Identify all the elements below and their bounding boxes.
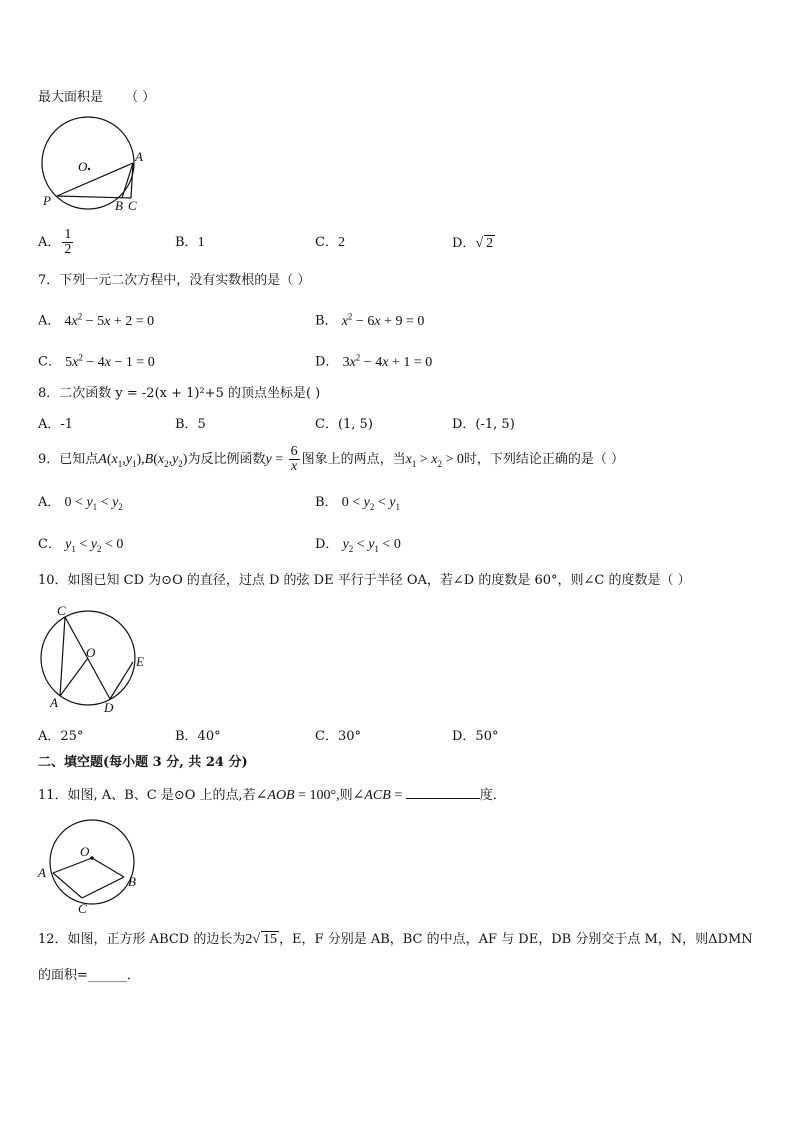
q6-stem-text: 最大面积是	[38, 90, 104, 105]
q7-option-c-equation: $5x^2 - 4x - 1 = 0$	[65, 352, 155, 370]
q12-radicand: 15	[263, 932, 278, 947]
q7-option-a	[38, 308, 154, 330]
q7-option-c-label: C．	[38, 354, 61, 370]
q9-option-c-expr: $y_1 < y_2 < 0$	[65, 537, 124, 554]
q11-figure	[38, 818, 148, 918]
q6-option-a-num: 1	[64, 227, 72, 242]
q11-stem-mid: 则	[339, 788, 353, 803]
q9-option-c-label: C．	[38, 537, 61, 552]
q9-frac-den: x	[291, 459, 298, 474]
q9-condition: $x_1 > x_2 > 0$	[405, 452, 464, 469]
q7-option-c	[38, 349, 155, 371]
q11-angle-aob: ∠AOB = 100°,	[255, 788, 340, 803]
q8-option-b: B．5	[175, 417, 206, 432]
q11-center-dot	[90, 856, 94, 860]
q11-label-c: C	[78, 901, 87, 916]
q6-option-d	[452, 235, 495, 252]
q8-option-a: A．-1	[38, 417, 74, 432]
q6-label-p: P	[43, 193, 51, 208]
q6-option-a	[38, 226, 75, 260]
q10-option-d: D．50°	[452, 729, 499, 744]
q12-line-1-pre: 12．如图，正方形 ABCD 的边长为	[38, 932, 246, 947]
q7-option-d-label: D．	[315, 354, 339, 370]
q8-option-c: C．(1, 5)	[315, 417, 373, 432]
q9-function: y =	[265, 452, 287, 467]
q7-option-b	[315, 308, 424, 330]
q6-center-dot	[88, 168, 90, 170]
q9-stem	[38, 440, 624, 484]
q7-option-d	[315, 349, 432, 371]
q10-option-b: B．40°	[175, 729, 221, 744]
q11-circle	[50, 820, 134, 904]
q10-label-e: E	[136, 654, 144, 669]
q8-option-d: D．(-1, 5)	[452, 417, 515, 432]
q6-option-d-radicand: 2	[486, 236, 494, 251]
q10-label-o: O	[86, 645, 96, 660]
q8-stem: 8．二次函数 y = -2(x + 1)²+5 的顶点坐标是( )	[38, 386, 321, 401]
q11-stem-post: 度．	[479, 788, 506, 803]
q10-option-c: C．30°	[315, 729, 361, 744]
q12-line-1-post: ，E，F 分别是 AB，BC 的中点，AF 与 DE，DB 分别交于点 M，N，则ΔDMN	[279, 932, 753, 947]
q9-option-d-label: D．	[315, 537, 339, 552]
q6-option-a-den: 2	[64, 242, 72, 257]
q6-option-d-label: D．	[452, 236, 476, 251]
q9-stem-pre: 9．已知点	[38, 452, 99, 467]
q9-stem-mid1: 为反比例函数	[187, 452, 266, 467]
q6-stem	[38, 90, 155, 106]
q6-label-o: O	[78, 159, 88, 174]
q7-option-d-equation: $3x^2 - 4x + 1 = 0$	[342, 352, 433, 370]
q11-blank	[406, 786, 480, 799]
q9-option-a-expr: $0 < y_1 < y_2$	[64, 495, 123, 512]
q10-line-oa	[60, 658, 88, 696]
q12-coef: 2	[245, 932, 253, 947]
q12-line-2: 的面积=______．	[38, 968, 140, 983]
q11-stem	[38, 786, 506, 804]
q6-circle	[42, 117, 134, 209]
q11-angle-acb: ∠ACB =	[352, 788, 406, 803]
q7-option-a-equation: $4x^2 - 5x + 2 = 0$	[64, 311, 155, 329]
q11-line-oa	[53, 858, 92, 873]
q9-option-d	[315, 537, 401, 557]
q11-stem-pre: 11．如图, A、B、C 是⊙O 上的点,若	[38, 788, 256, 803]
q6-option-c-label: C．	[315, 235, 338, 250]
q6-option-c	[315, 235, 345, 251]
q6-label-c: C	[128, 198, 137, 213]
q11-label-a: A	[38, 865, 46, 880]
q10-label-d: D	[104, 700, 114, 715]
q9-option-b-expr: $0 < y_2 < y_1$	[341, 495, 400, 512]
q9-option-b	[315, 495, 400, 515]
q10-line-ca	[60, 617, 65, 696]
q12-side-length: 2√ 15	[245, 932, 278, 947]
q11-label-b: B	[128, 874, 136, 889]
q9-option-d-expr: $y_2 < y_1 < 0$	[342, 537, 401, 554]
q6-line-pa	[57, 163, 133, 196]
q6-label-b: B	[115, 198, 123, 213]
q6-option-a-label: A．	[38, 235, 61, 250]
q7-stem: 7．下列一元二次方程中，没有实数根的是（ ）	[38, 273, 311, 288]
q10-label-c: C	[57, 603, 66, 618]
q10-stem: 10．如图已知 CD 为⊙O 的直径，过点 D 的弦 DE 平行于半径 OA，若∠D 的度数是 60°，则∠C 的度数是（ ）	[38, 573, 691, 588]
q6-option-b-label: B．	[175, 235, 198, 250]
q9-option-b-label: B．	[315, 495, 338, 510]
q12-line-1	[38, 931, 753, 948]
section-2-heading: 二、填空题(每小题 3 分, 共 24 分)	[38, 755, 248, 770]
q10-figure	[38, 602, 158, 717]
q11-label-o: O	[80, 844, 90, 859]
q9-fraction	[289, 445, 300, 474]
q6-option-a-fraction	[62, 228, 73, 257]
q6-option-c-value: 2	[337, 235, 345, 250]
q7-option-b-label: B．	[315, 313, 338, 329]
q6-option-b	[175, 235, 205, 251]
q6-paren: （ ）	[125, 90, 156, 105]
q6-label-a: A	[135, 149, 143, 164]
q6-option-b-value: 1	[197, 235, 205, 250]
q9-stem-post: 时，下列结论正确的是（ ）	[463, 452, 625, 467]
q9-option-c	[38, 537, 123, 557]
q10-label-a: A	[50, 695, 58, 710]
q10-option-a: A．25°	[38, 729, 84, 744]
q9-option-a	[38, 495, 123, 515]
q7-option-b-equation: $x^2 - 6x + 9 = 0$	[341, 311, 425, 329]
q11-line-ob	[92, 858, 124, 877]
q6-option-d-radical: √ 2	[475, 236, 494, 251]
q6-figure	[38, 125, 148, 215]
q9-stem-mid2: 图象上的两点，当	[301, 452, 406, 467]
q9-points: $A(x_1,y_1),B(x_2,y_2)$	[98, 452, 188, 469]
q9-frac-num: 6	[290, 444, 298, 459]
q9-option-a-label: A．	[38, 495, 61, 510]
q7-option-a-label: A．	[38, 313, 61, 329]
